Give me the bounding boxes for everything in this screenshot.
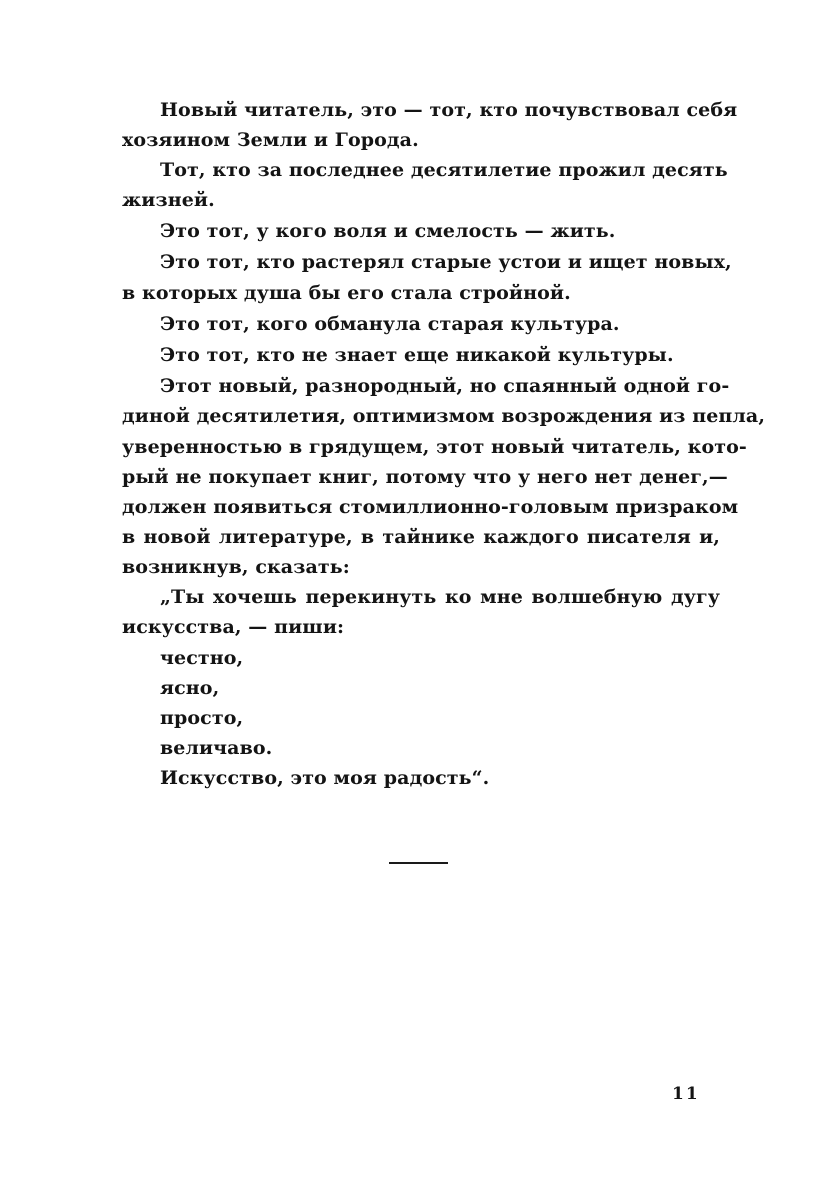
text-line: Новый читатель, это — тот, кто почувствовал себя bbox=[160, 99, 738, 121]
text-line: Искусство, это моя радость“. bbox=[160, 767, 490, 789]
text-line: Этот новый, разнородный, но спаянный одной го- bbox=[160, 375, 730, 397]
text-line: искусства, — пиши: bbox=[122, 616, 345, 638]
text-line: Это тот, у кого воля и смелость — жить. bbox=[160, 220, 616, 242]
text-line: жизней. bbox=[122, 189, 215, 211]
text-line: возникнув, сказать: bbox=[122, 556, 350, 578]
page-number: 11 bbox=[672, 1084, 700, 1104]
text-line: честно, bbox=[160, 647, 244, 669]
text-line: хозяином Земли и Города. bbox=[122, 129, 419, 151]
text-line: Это тот, кто растерял старые устои и ищет новых, bbox=[160, 251, 732, 273]
text-line: рый не покупает книг, потому что у него нет денег,— bbox=[122, 466, 728, 488]
text-line: величаво. bbox=[160, 737, 273, 759]
section-divider bbox=[389, 862, 448, 864]
text-line: ясно, bbox=[160, 677, 220, 699]
text-line: Это тот, кого обманула старая культура. bbox=[160, 313, 620, 335]
text-line: уверенностью в грядущем, этот новый читатель, кото- bbox=[122, 436, 747, 458]
text-line: Это тот, кто не знает еще никакой культуры. bbox=[160, 344, 674, 366]
text-line: диной десятилетия, оптимизмом возрождения из пепла, bbox=[122, 405, 766, 427]
text-line: „Ты хочешь перекинуть ко мне волшебную дугу bbox=[160, 586, 720, 608]
text-line: просто, bbox=[160, 707, 244, 729]
text-line: в новой литературе, в тайнике каждого писателя и, bbox=[122, 526, 720, 548]
text-line: Тот, кто за последнее десятилетие прожил десять bbox=[160, 159, 728, 181]
text-line: в которых душа бы его стала стройной. bbox=[122, 282, 571, 304]
text-line: должен появиться стомиллионно-головым призраком bbox=[122, 496, 739, 518]
